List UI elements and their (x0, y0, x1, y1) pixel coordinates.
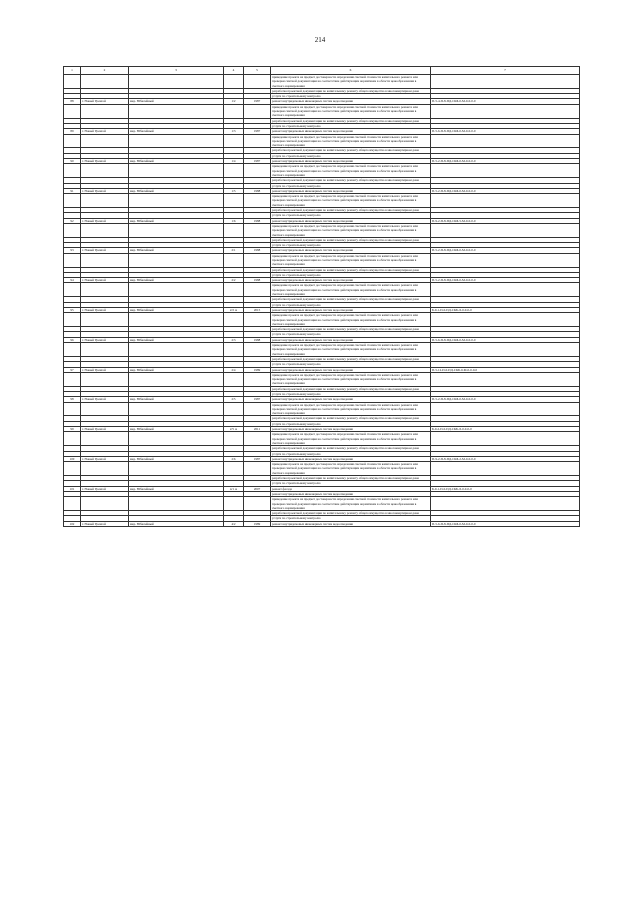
district: мкр. Юбилейный (129, 129, 224, 134)
empty-cell (244, 497, 271, 511)
work-item: услуги по строительному контролю (271, 213, 431, 218)
empty-cell (224, 253, 244, 267)
empty-cell (129, 402, 224, 416)
work-item: услуги по строительному контролю (271, 94, 431, 99)
object-code: П-5-6-П-8-ПД-СКБ-0-М-0-0-0-0 (431, 337, 580, 342)
empty-cell (81, 372, 129, 386)
district: мкр. Юбилейный (129, 397, 224, 402)
empty-cell (64, 343, 81, 357)
city: г. Новый Уренгой (81, 337, 129, 342)
work-item: услуги по строительному контролю (271, 243, 431, 248)
row-number: 89 (64, 129, 81, 134)
column-number: 5 (244, 67, 271, 75)
work-item: разработка проектной документации по капитальному ремонту общего имущества в многоквартирном доме (271, 148, 431, 153)
work-item: приведение проекта на предмет достоверности определения сметной стоимости капитального ремонта или проверки сметной документации на соответствие действующим нормативам в области ценообразования в сметного нормирования (271, 402, 431, 416)
empty-cell (244, 134, 271, 148)
house-number: 1/5 (224, 188, 244, 193)
work-subrow (64, 164, 580, 178)
object-code: П-5-6-П-8-ПД-СКБ-0-М-0-0-0-0 (431, 129, 580, 134)
empty-cell (129, 253, 224, 267)
object-code: Б-9-1-П-0-ПД-СКБ-Л-0-0-0-0 (431, 307, 580, 312)
work-subrow (64, 497, 580, 511)
work-item: разработка проектной документации по капитальному ремонту общего имущества в многоквартирном доме (271, 356, 431, 361)
work-subrow (64, 343, 580, 357)
city: г. Новый Уренгой (81, 397, 129, 402)
empty-cell (224, 462, 244, 476)
work-item: ремонт внутридомовых инженерных систем водоотведения (271, 397, 431, 402)
house-number: 2/5 А (224, 427, 244, 432)
row-number: 96 (64, 337, 81, 342)
empty-cell (224, 104, 244, 118)
empty-cell (244, 104, 271, 118)
work-subrow (64, 283, 580, 297)
empty-cell (244, 462, 271, 476)
city: г. Новый Уренгой (81, 159, 129, 164)
empty-cell (64, 223, 81, 237)
city: г. Новый Уренгой (81, 307, 129, 312)
empty-cell (244, 402, 271, 416)
empty-cell (244, 223, 271, 237)
empty-cell (224, 75, 244, 89)
empty-cell (64, 372, 81, 386)
work-item: приведение проекта на предмет достоверности определения сметной стоимости капитального ремонта или проверки сметной документации на соответствие действующим нормативам в области ценообразования в сметного нормирования (271, 343, 431, 357)
object-code: П-5-2-П-8-ПД-СКБ-0-М-0-0-0-0 (431, 397, 580, 402)
work-item: ремонт фасада (271, 486, 431, 491)
object-code: П-5-12-П-0-ПД-СКБ-0-М-0-0-0-0 (431, 367, 580, 372)
house-number: 1/6 (224, 218, 244, 223)
build-year: 1989 (244, 521, 271, 526)
house-number: 1/3 (224, 129, 244, 134)
work-item: ремонт внутридомовых инженерных систем водоотведения (271, 367, 431, 372)
build-year: 1987 (244, 456, 271, 461)
row-number: 100 (64, 456, 81, 461)
work-item: разработка проектной документации по капитальному ремонту общего имущества в многоквартирном доме (271, 297, 431, 302)
work-item: ремонт внутридомовых инженерных систем водоотведения (271, 456, 431, 461)
district: мкр. Юбилейный (129, 278, 224, 283)
work-subrow (64, 253, 580, 267)
object-code: П-5-2-П-8-ПД-СКБ-0-М-0-0-0-0 (431, 188, 580, 193)
empty-cell (244, 313, 271, 327)
work-item: услуги по строительному контролю (271, 392, 431, 397)
empty-cell (244, 164, 271, 178)
work-item: разработка проектной документации по капитальному ремонту общего имущества в многоквартирном доме (271, 118, 431, 123)
work-item: ремонт внутридомовых инженерных систем водоотведения (271, 159, 431, 164)
build-year: 2011 (244, 427, 271, 432)
empty-cell (244, 372, 271, 386)
work-item: приведение проекта на предмет достоверности определения сметной стоимости капитального ремонта или проверки сметной документации на соответствие действующим нормативам в области ценообразования в сметного нормирования (271, 432, 431, 446)
empty-cell (431, 283, 580, 297)
work-item: разработка проектной документации по капитальному ремонту общего имущества в многоквартирном доме (271, 386, 431, 391)
empty-cell (81, 253, 129, 267)
district: мкр. Юбилейный (129, 337, 224, 342)
row-number: 98 (64, 397, 81, 402)
empty-cell (129, 432, 224, 446)
district: мкр. Юбилейный (129, 367, 224, 372)
empty-cell (64, 402, 81, 416)
empty-cell (431, 164, 580, 178)
work-item: услуги по строительному контролю (271, 153, 431, 158)
empty-cell (81, 313, 129, 327)
object-code: Б-9-1-П-0-ПД-СКБ-Л-0-0-0-0 (431, 486, 580, 491)
empty-cell (431, 497, 580, 511)
work-item: приведение проекта на предмет достоверности определения сметной стоимости капитального ремонта или проверки сметной документации на соответствие действующим нормативам в области ценообразования в сметного нормирования (271, 462, 431, 476)
empty-cell (129, 372, 224, 386)
empty-cell (224, 372, 244, 386)
row-number: 97 (64, 367, 81, 372)
column-number-row (64, 67, 580, 75)
empty-cell (64, 462, 81, 476)
house-number: 2/2 (224, 278, 244, 283)
empty-cell (224, 313, 244, 327)
row-number: 93 (64, 248, 81, 253)
empty-cell (129, 134, 224, 148)
empty-cell (431, 343, 580, 357)
empty-cell (244, 283, 271, 297)
district: мкр. Юбилейный (129, 521, 224, 526)
work-item: ремонт внутридомовых инженерных систем водоотведения (271, 337, 431, 342)
district: мкр. Юбилейный (129, 248, 224, 253)
district: мкр. Юбилейный (129, 486, 224, 491)
empty-cell (431, 223, 580, 237)
empty-cell (129, 75, 224, 89)
row-number: 92 (64, 218, 81, 223)
empty-cell (64, 432, 81, 446)
work-item: приведение проекта на предмет достоверности определения сметной стоимости капитального ремонта или проверки сметной документации на соответствие действующим нормативам в области ценообразования в сметного нормирования (271, 313, 431, 327)
work-item: разработка проектной документации по капитальному ремонту общего имущества в многоквартирном доме (271, 446, 431, 451)
empty-cell (431, 372, 580, 386)
column-number: 3 (129, 67, 224, 75)
city: г. Новый Уренгой (81, 486, 129, 491)
work-item: услуги по строительному контролю (271, 451, 431, 456)
empty-cell (129, 104, 224, 118)
object-code: П-5-2-П-8-ПД-СКБ-0-М-0-0-0-0 (431, 278, 580, 283)
city: г. Новый Уренгой (81, 456, 129, 461)
work-item: приведение проекта на предмет достоверности определения сметной стоимости капитального ремонта или проверки сметной документации на соответствие действующим нормативам в области ценообразования в сметного нормирования (271, 372, 431, 386)
page-number: 214 (314, 36, 326, 44)
column-number: 6 (271, 67, 431, 75)
district: мкр. Юбилейный (129, 307, 224, 312)
district: мкр. Юбилейный (129, 159, 224, 164)
work-item: разработка проектной документации по капитальному ремонту общего имущества в многоквартирном доме (271, 178, 431, 183)
empty-cell (224, 343, 244, 357)
work-item: ремонт внутридомовых инженерных систем водоотведения (271, 307, 431, 312)
city: г. Новый Уренгой (81, 99, 129, 104)
build-year: 1988 (244, 248, 271, 253)
city: г. Новый Уренгой (81, 218, 129, 223)
work-item: приведение проекта на предмет достоверности определения сметной стоимости капитального ремонта или проверки сметной документации на соответствие действующим нормативам в области ценообразования в сметного нормирования (271, 283, 431, 297)
work-item: приведение проекта на предмет достоверности определения сметной стоимости капитального ремонта или проверки сметной документации на соответствие действующим нормативам в области ценообразования в сметного нормирования (271, 75, 431, 89)
empty-cell (81, 462, 129, 476)
empty-cell (431, 75, 580, 89)
work-item: услуги по строительному контролю (271, 272, 431, 277)
empty-cell (224, 223, 244, 237)
empty-cell (64, 75, 81, 89)
work-subrow (64, 402, 580, 416)
row-number: 90 (64, 159, 81, 164)
empty-cell (224, 194, 244, 208)
work-subrow (64, 372, 580, 386)
district: мкр. Юбилейный (129, 99, 224, 104)
row-number: 95 (64, 307, 81, 312)
empty-cell (129, 223, 224, 237)
city: г. Новый Уренгой (81, 521, 129, 526)
work-item: разработка проектной документации по капитальному ремонту общего имущества в многоквартирном доме (271, 237, 431, 242)
empty-cell (431, 134, 580, 148)
empty-cell (64, 134, 81, 148)
work-item: разработка проектной документации по капитальному ремонту общего имущества в многоквартирном доме (271, 208, 431, 213)
empty-cell (81, 283, 129, 297)
build-year: 2007 (244, 486, 271, 491)
empty-cell (244, 75, 271, 89)
build-year: 1988 (244, 218, 271, 223)
work-item: ремонт внутридомовых инженерных систем водоотведения (271, 129, 431, 134)
empty-cell (129, 164, 224, 178)
empty-cell (244, 194, 271, 208)
empty-cell (224, 134, 244, 148)
work-item: разработка проектной документации по капитальному ремонту общего имущества в многоквартирном доме (271, 88, 431, 93)
empty-cell (129, 313, 224, 327)
work-subrow (64, 194, 580, 208)
object-code: П-5-2-П-8-ПД-СКБ-0-М-0-0-0-0 (431, 159, 580, 164)
table-row (64, 521, 580, 526)
empty-cell (431, 432, 580, 446)
empty-cell (81, 343, 129, 357)
row-number: 91 (64, 188, 81, 193)
empty-cell (431, 104, 580, 118)
work-item: услуги по строительному контролю (271, 362, 431, 367)
city: г. Новый Уренгой (81, 129, 129, 134)
empty-cell (81, 402, 129, 416)
empty-cell (81, 497, 129, 511)
city: г. Новый Уренгой (81, 248, 129, 253)
work-item: ремонт внутридомовых инженерных систем водоотведения (271, 491, 431, 496)
district: мкр. Юбилейный (129, 456, 224, 461)
column-number: 1 (64, 67, 81, 75)
house-number: 2/2 А (224, 307, 244, 312)
district: мкр. Юбилейный (129, 427, 224, 432)
empty-cell (244, 432, 271, 446)
build-year: 1988 (244, 188, 271, 193)
house-number: 4/2 (224, 521, 244, 526)
column-number: 7 (431, 67, 580, 75)
empty-cell (81, 223, 129, 237)
empty-cell (64, 194, 81, 208)
empty-cell (129, 462, 224, 476)
work-item: приведение проекта на предмет достоверности определения сметной стоимости капитального ремонта или проверки сметной документации на соответствие действующим нормативам в области ценообразования в сметного нормирования (271, 253, 431, 267)
empty-cell (129, 343, 224, 357)
empty-cell (64, 313, 81, 327)
empty-cell (64, 164, 81, 178)
empty-cell (224, 402, 244, 416)
empty-cell (129, 283, 224, 297)
empty-cell (129, 194, 224, 208)
work-item: приведение проекта на предмет достоверности определения сметной стоимости капитального ремонта или проверки сметной документации на соответствие действующим нормативам в области ценообразования в сметного нормирования (271, 164, 431, 178)
work-item: разработка проектной документации по капитальному ремонту общего имущества в многоквартирном доме (271, 511, 431, 516)
column-number: 2 (81, 67, 129, 75)
continuation-row (64, 75, 580, 89)
object-code: П-5-2-П-8-ПД-СКБ-0-М-0-0-0-0 (431, 248, 580, 253)
empty-cell (81, 134, 129, 148)
house-number: 1/2 (224, 99, 244, 104)
empty-cell (129, 497, 224, 511)
object-code: П-9-2-П-8-ПД-СКБ-2-М-0-0-0-0 (431, 456, 580, 461)
work-item: услуги по строительному контролю (271, 481, 431, 486)
work-item: ремонт внутридомовых инженерных систем водоотведения (271, 218, 431, 223)
object-code: П-5-6-П-8-ПД-СКБ-0-М-0-0-0-0 (431, 521, 580, 526)
register-table-body (64, 67, 580, 527)
work-item: ремонт внутридомовых инженерных систем водоотведения (271, 427, 431, 432)
work-subrow (64, 432, 580, 446)
work-item: ремонт внутридомовых инженерных систем водоотведения (271, 99, 431, 104)
house-number: 2/5 (224, 397, 244, 402)
work-item: разработка проектной документации по капитальному ремонту общего имущества в многоквартирном доме (271, 327, 431, 332)
work-item: приведение проекта на предмет достоверности определения сметной стоимости капитального ремонта или проверки сметной документации на соответствие действующим нормативам в области ценообразования в сметного нормирования (271, 134, 431, 148)
empty-cell (224, 283, 244, 297)
work-subrow (64, 134, 580, 148)
build-year: 1987 (244, 397, 271, 402)
empty-cell (64, 104, 81, 118)
city: г. Новый Уренгой (81, 188, 129, 193)
empty-cell (64, 253, 81, 267)
work-item: ремонт внутридомовых инженерных систем водоотведения (271, 188, 431, 193)
empty-cell (431, 194, 580, 208)
work-item: приведение проекта на предмет достоверности определения сметной стоимости капитального ремонта или проверки сметной документации на соответствие действующим нормативам в области ценообразования в сметного нормирования (271, 194, 431, 208)
work-item: разработка проектной документации по капитальному ремонту общего имущества в многоквартирном доме (271, 476, 431, 481)
empty-cell (81, 75, 129, 89)
register-table (63, 66, 580, 527)
work-item: услуги по строительному контролю (271, 332, 431, 337)
work-item: ремонт внутридомовых инженерных систем водоотведения (271, 278, 431, 283)
build-year: 1987 (244, 159, 271, 164)
column-number: 4 (224, 67, 244, 75)
row-number: 99 (64, 427, 81, 432)
build-year: 1987 (244, 99, 271, 104)
empty-cell (431, 313, 580, 327)
row-number: 101 (64, 486, 81, 491)
row-number: 94 (64, 278, 81, 283)
empty-cell (64, 283, 81, 297)
empty-cell (81, 194, 129, 208)
work-item: услуги по строительному контролю (271, 123, 431, 128)
district: мкр. Юбилейный (129, 218, 224, 223)
empty-cell (224, 164, 244, 178)
build-year: 1987 (244, 129, 271, 134)
city: г. Новый Уренгой (81, 278, 129, 283)
house-number: 1/4 (224, 159, 244, 164)
row-number: 88 (64, 99, 81, 104)
empty-cell (431, 402, 580, 416)
build-year: 1988 (244, 337, 271, 342)
work-subrow (64, 104, 580, 118)
empty-cell (81, 104, 129, 118)
empty-cell (431, 462, 580, 476)
empty-cell (64, 497, 81, 511)
build-year: 1989 (244, 367, 271, 372)
work-item: приведение проекта на предмет достоверности определения сметной стоимости капитального ремонта или проверки сметной документации на соответствие действующим нормативам в области ценообразования в сметного нормирования (271, 497, 431, 511)
work-item: разработка проектной документации по капитальному ремонту общего имущества в многоквартирном доме (271, 416, 431, 421)
city: г. Новый Уренгой (81, 367, 129, 372)
work-subrow (64, 462, 580, 476)
work-item: услуги по строительному контролю (271, 516, 431, 521)
house-number: 2/3 (224, 337, 244, 342)
house-number: 2/4 (224, 367, 244, 372)
house-number: 2/6 (224, 456, 244, 461)
empty-cell (244, 343, 271, 357)
work-item: разработка проектной документации по капитальному ремонту общего имущества в многоквартирном доме (271, 267, 431, 272)
work-item: услуги по строительному контролю (271, 302, 431, 307)
work-item: приведение проекта на предмет достоверности определения сметной стоимости капитального ремонта или проверки сметной документации на соответствие действующим нормативам в области ценообразования в сметного нормирования (271, 223, 431, 237)
empty-cell (224, 497, 244, 511)
work-item: ремонт внутридомовых инженерных систем водоотведения (271, 248, 431, 253)
empty-cell (431, 253, 580, 267)
work-item: приведение проекта на предмет достоверности определения сметной стоимости капитального ремонта или проверки сметной документации на соответствие действующим нормативам в области ценообразования в сметного нормирования (271, 104, 431, 118)
build-year: 2015 (244, 307, 271, 312)
work-item: ремонт внутридомовых инженерных систем водоотведения (271, 521, 431, 526)
empty-cell (224, 432, 244, 446)
house-number: 2/1 (224, 248, 244, 253)
object-code: Б-9-2-П-0-ПД-СКБ-Л-0-0-0-0 (431, 427, 580, 432)
object-code: П-9-2-П-8-ПД-СКБ-5-М-0-0-0-0 (431, 218, 580, 223)
empty-cell (244, 253, 271, 267)
work-subrow (64, 223, 580, 237)
object-code: П-5-4-П-8-ПД-СКБ-0-М-0-0-0-0 (431, 99, 580, 104)
row-number: 102 (64, 521, 81, 526)
house-number: 4/1 А (224, 486, 244, 491)
work-subrow (64, 313, 580, 327)
empty-cell (81, 164, 129, 178)
build-year: 1988 (244, 278, 271, 283)
work-item: услуги по строительному контролю (271, 183, 431, 188)
empty-cell (81, 432, 129, 446)
district: мкр. Юбилейный (129, 188, 224, 193)
work-item: услуги по строительному контролю (271, 421, 431, 426)
city: г. Новый Уренгой (81, 427, 129, 432)
